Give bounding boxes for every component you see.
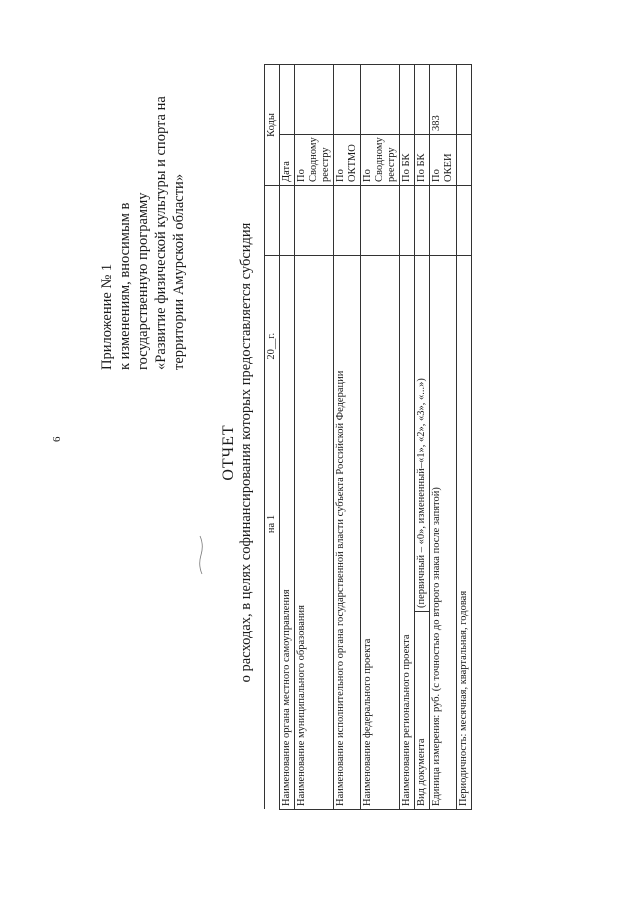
report-table xyxy=(264,64,472,810)
code-label: По ОКЕИ xyxy=(430,135,457,186)
row-label: Вид документа xyxy=(415,612,430,810)
table-row xyxy=(457,64,472,809)
table-row xyxy=(415,64,430,809)
appendix-line: территории Амурской области» xyxy=(171,173,187,370)
table-header-row xyxy=(265,64,280,809)
row-label: Наименование исполнительного органа государственной власти субъекта Российской Федерации xyxy=(334,256,361,810)
code-label: По Сводному реестру xyxy=(295,135,334,186)
code-value xyxy=(400,64,415,134)
code-value xyxy=(457,64,472,134)
report-title: ОТЧЕТ xyxy=(220,424,237,481)
table-row xyxy=(430,64,457,809)
row-label: Единица измерения: руб. (с точностью до второго знака после запятой) xyxy=(430,256,457,810)
row-label: Наименование федерального проекта xyxy=(361,256,400,810)
table-row xyxy=(280,64,295,809)
appendix-line: «Развитие физической культуры и спорта на xyxy=(153,96,169,370)
period-prefix: на 1 xyxy=(265,437,280,612)
report-subtitle: о расходах, в целях софинансирования которых предоставляется субсидия xyxy=(238,222,254,683)
code-value: 383 xyxy=(430,64,457,134)
code-value xyxy=(295,64,334,134)
appendix-line: к изменениям, вносимым в xyxy=(117,202,133,370)
page-number: 6 xyxy=(51,436,63,442)
appendix-line: государственную программу xyxy=(135,192,151,370)
table-row xyxy=(334,64,361,809)
pen-mark-icon xyxy=(198,535,204,575)
code-value xyxy=(334,64,361,134)
code-label xyxy=(457,135,472,186)
code-value xyxy=(280,64,295,134)
table-row xyxy=(295,64,334,809)
appendix-line: Приложение № 1 xyxy=(99,263,115,370)
code-label: Дата xyxy=(280,135,295,186)
table-row xyxy=(400,64,415,809)
row-label: Периодичность: месячная, квартальная, годовая xyxy=(457,256,472,810)
row-middle-note: (первичный – «0», измененный–«1», «2», «3», «...») xyxy=(415,256,430,612)
code-value xyxy=(415,64,430,134)
code-label: По Сводному реестру xyxy=(361,135,400,186)
appendix-block xyxy=(98,90,188,370)
row-label: Наименование органа местного самоуправления xyxy=(280,256,295,810)
code-label: По БК xyxy=(415,135,430,186)
row-label: Наименование регионального проекта xyxy=(400,256,415,810)
code-label: По ОКТМО xyxy=(334,135,361,186)
table-row xyxy=(361,64,400,809)
code-value xyxy=(361,64,400,134)
row-label: Наименование муниципального образования xyxy=(295,256,334,810)
code-label: По БК xyxy=(400,135,415,186)
period-suffix: 20__г. xyxy=(265,256,280,437)
codes-header: Коды xyxy=(265,64,280,185)
